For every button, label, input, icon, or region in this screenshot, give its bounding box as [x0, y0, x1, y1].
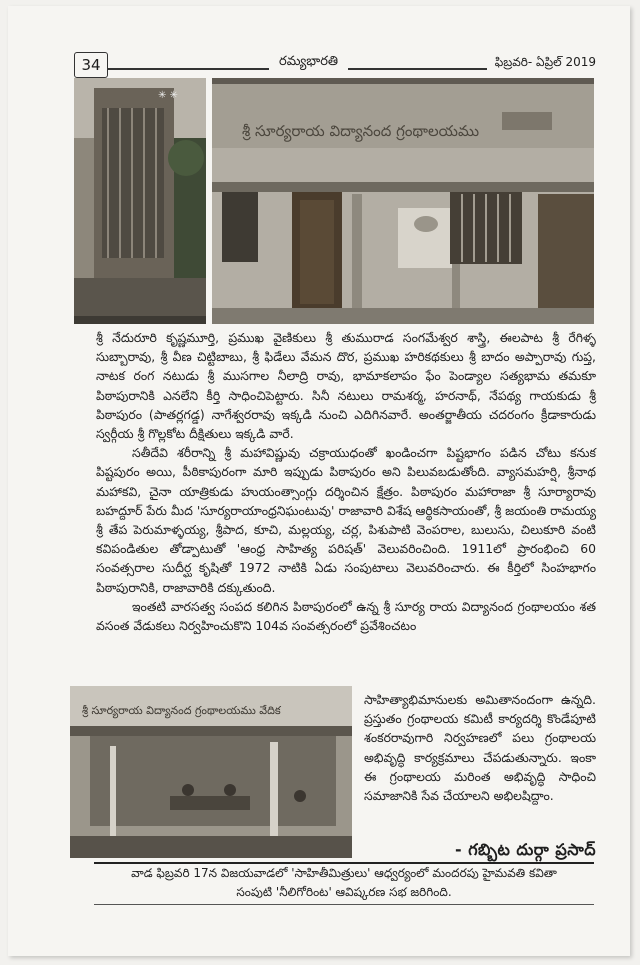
- photo-hall-image: [70, 686, 352, 858]
- hall-signboard: శ్రీ సూర్యరాయ విద్యానంద గ్రంథాలయము వేదిక: [82, 704, 281, 717]
- photo-building-image: [212, 78, 594, 324]
- photo-gate-image: [74, 78, 206, 324]
- svg-text:✳ ✳: ✳ ✳: [158, 90, 178, 101]
- news-note: [94, 862, 594, 905]
- issue-date: ఫిబ్రవరి- ఏప్రిల్ 2019: [487, 52, 596, 72]
- page-number: 34: [74, 52, 108, 78]
- photo-library-building: [212, 78, 594, 324]
- building-signboard: శ్రీ సూర్యరాయ విద్యానంద గ్రంథాలయము: [242, 122, 480, 140]
- photo-library-gate: [74, 78, 206, 324]
- article-paragraph-2: సతీదేవి శరీరాన్ని శ్రీ మహావిష్ణువు చక్రాయుధంతో ఖండించగా పిష్టభాగం పడిన చోటు కనుక పిష్టపురం అయి, పీఠికాపురంగా మారి ఇప్పుడు పిఠాపురం అని పిలువబడుతోంది. వ్యాసమహర్షి, శ్రీనాథ మహాకవి, చైనా యాత్రికుడు హుయంత్సాంగ్లు దర్శించిన క్షేత్రం. పిఠాపురం మహారాజా శ్రీ సూర్యారావు బహద్దూర్ పేరు మీద 'సూర్యరాయాంధ్రనిఘంటువు' రాజావారి విశేష ఆర్థికసాయంతో, శ్రీ జయంతి రామయ్య శ్రీ తేప పెరుమాళ్ళయ్య, శ్రీపాద, కూచి, మల్లయ్య, చర్ల, పిశుపాటి వెంపరాల, బులుసు, చిలుకూరి వంటి కవిపండితుల తోడ్పాటుతో 'ఆంధ్ర సాహిత్య పరిషత్' వెలువరించింది. 1911లో ప్రారంభించి 60 సంవత్సరాల సుదీర్ఘ కృషితో 1972 నాటికి ఏడు సంపుటాలు వెలువరించారు. ఈ కీర్తిలో సింహభాగం పిఠాపురానికి, రాజావారికి దక్కుతుంది.: [96, 445, 596, 595]
- article-paragraph-3-continued: సాహిత్యాభిమానులకు అమితానందంగా ఉన్నది. ప్రస్తుతం గ్రంథాలయ కమిటీ కార్యదర్శి కొండేపూటి శంకరరావుగారి నిర్వహణలో పలు గ్రంథాలయ అభివృద్ధి కార్యక్రమాలు చేపడుతున్నారు. ఇంకా ఈ గ్రంథాలయ మరింత అభివృద్ధి సాధించి సమాజానికి సేవ చేయాలని అభిలషిద్దాం.: [364, 692, 596, 804]
- news-note-line-1: వాడ ఫిబ్రవరి 17న విజయవాడలో 'సాహితీమిత్రులు' ఆధ్వర్యంలో మందరపు హైమవతి కవితా: [131, 866, 557, 880]
- page-header: [74, 52, 596, 78]
- article-paragraph-1: శ్రీ నేదురూరి కృష్ణమూర్తి, ప్రముఖ వైణికులు శ్రీ తుమురాడ సంగమేశ్వర శాస్త్రి, ఈలపాట శ్రీ రేగిళ్ళ సుబ్బారావు, శ్రీ వీణ చిట్టిబాబు, శ్రీ ఫిడేలు వేమన దొర, ప్రముఖ హరికథకులు శ్రీ బాదం అప్పారావు గుప్త, నాటక రంగ నటుడు శ్రీ ముసగాల నీలాద్రి రావు, భామాకలాపం ఫేం పెండ్యాల సత్యభామ తమకూ పిఠాపురానికి ఎనలేని కీర్తి సాధించిపెట్టారు. సినీ నటులు రామశర్మ, హరనాథ్, నేపథ్య గాయకుడు శ్రీ పిఠాపురం (పాతర్లగడ్డ) నాగేశ్వరరావు ఇక్కడి నుంచి ఎదిగినవారే. అంతర్జాతీయ చదరంగం క్రీడాకారుడు స్వర్గీయ శ్రీ గొల్లకోట దీక్షితులు ఇక్కడి వారే.: [96, 330, 596, 442]
- magazine-page: [8, 6, 630, 956]
- news-note-line-2: సంపుటి 'నీలిగోరింట' ఆవిష్కరణ సభ జరిగింది.: [236, 885, 452, 899]
- magazine-title: రమ్యభారతి: [269, 52, 348, 72]
- article-body: [96, 328, 596, 635]
- article-paragraph-3: ఇంతటి వారసత్వ సంపద కలిగిన పిఠాపురంలో ఉన్న శ్రీ సూర్య రాయ విద్యానంద గ్రంథాలయం శత వసంత వేడుకలు నిర్వహించుకొని 104వ సంవత్సరంలో ప్రవేశించటం: [96, 598, 596, 634]
- photo-library-hall: [70, 686, 352, 858]
- author-signature: - గబ్బిట దుర్గా ప్రసాద్: [455, 840, 596, 859]
